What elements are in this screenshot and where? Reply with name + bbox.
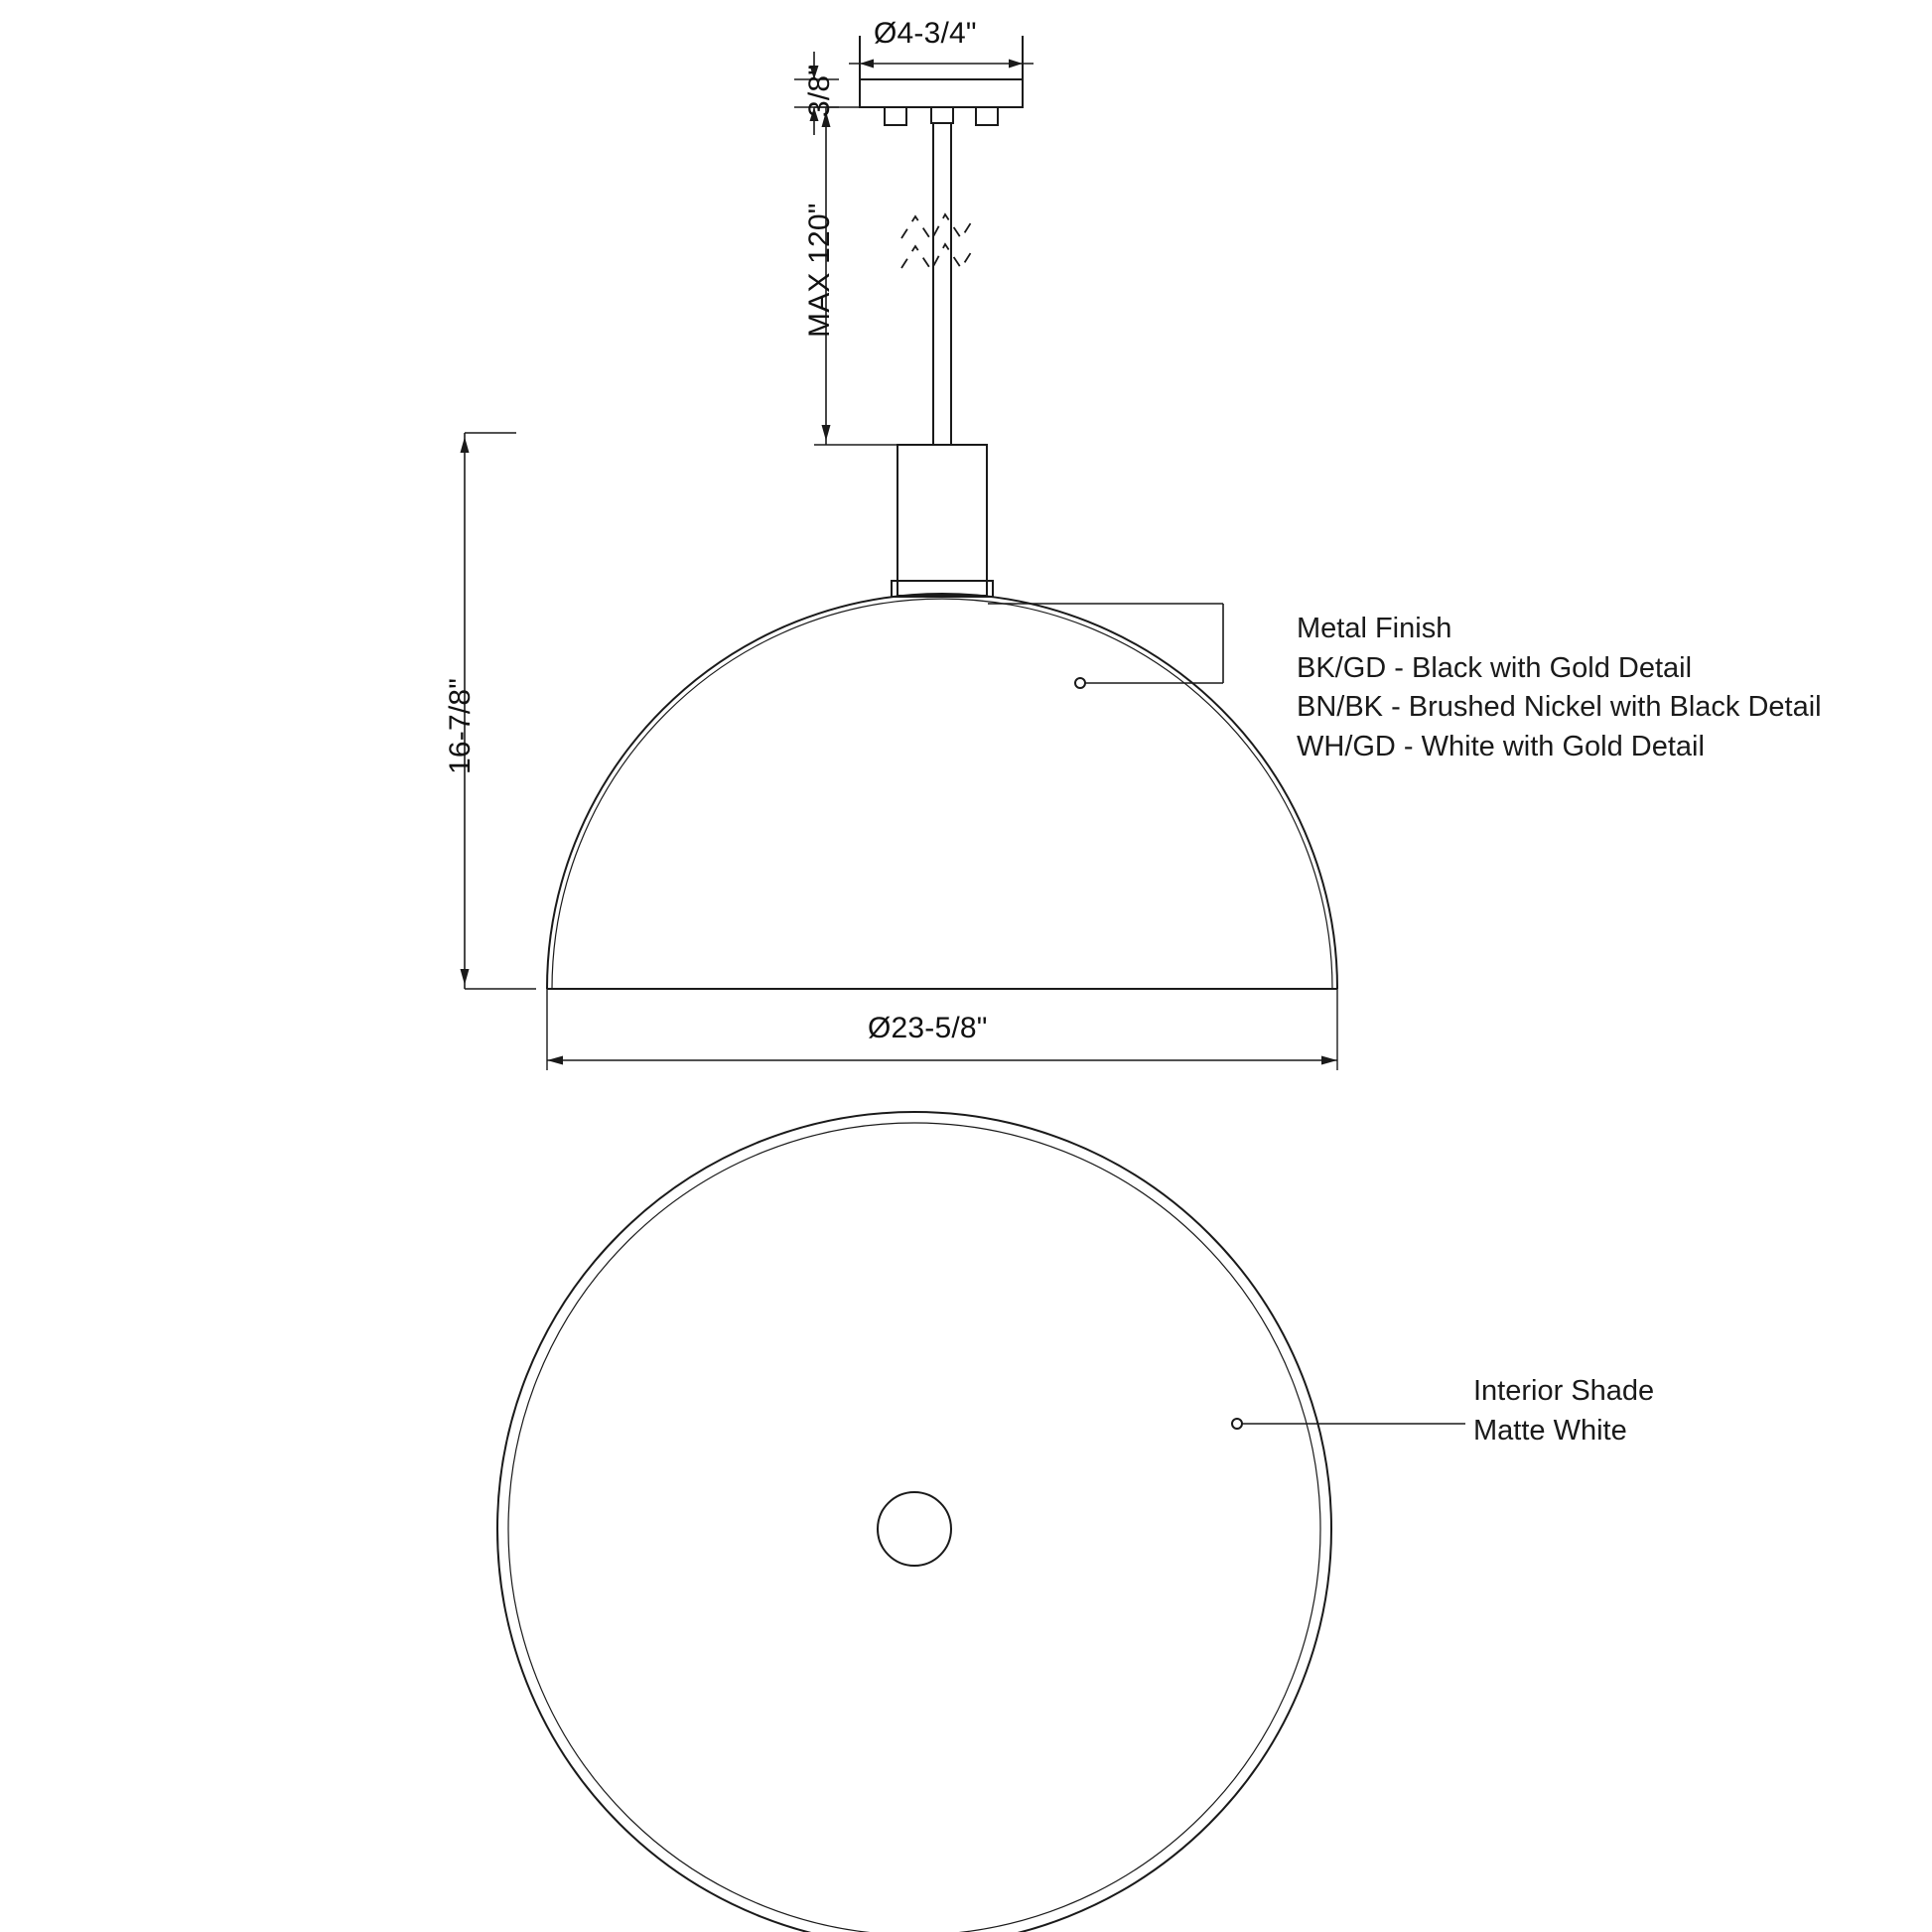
dome-shade-plan: [497, 1112, 1331, 1932]
canopy-height-label: 3/8": [803, 64, 836, 117]
metal-finish-leader: [988, 604, 1223, 688]
interior-shade-line-2: Matte White: [1473, 1414, 1627, 1447]
max-drop-label: MAX 120": [803, 203, 836, 338]
dome-shade-elevation: [547, 594, 1337, 989]
interior-shade-leader: [1232, 1419, 1465, 1429]
interior-shade-callout: [1473, 1372, 1654, 1450]
metal-finish-option-0: BK/GD - Black with Gold Detail: [1297, 651, 1693, 684]
shade-diameter-label: Ø23-5/8": [868, 1012, 988, 1044]
metal-finish-option-2: WH/GD - White with Gold Detail: [1297, 731, 1705, 763]
socket-housing: [892, 445, 993, 597]
metal-finish-callout: [1297, 610, 1822, 767]
interior-shade-line-1: Interior Shade: [1473, 1375, 1655, 1407]
fixture-height-label: 16-7/8": [444, 677, 477, 774]
metal-finish-option-1: BN/BK - Brushed Nickel with Black Detail: [1297, 691, 1822, 724]
canopy-diameter-label: Ø4-3/4": [874, 17, 977, 50]
downrod: [933, 123, 951, 445]
metal-finish-title: Metal Finish: [1297, 613, 1452, 644]
rod-break-symbol: [901, 214, 975, 270]
canopy-plate: [860, 79, 1023, 125]
